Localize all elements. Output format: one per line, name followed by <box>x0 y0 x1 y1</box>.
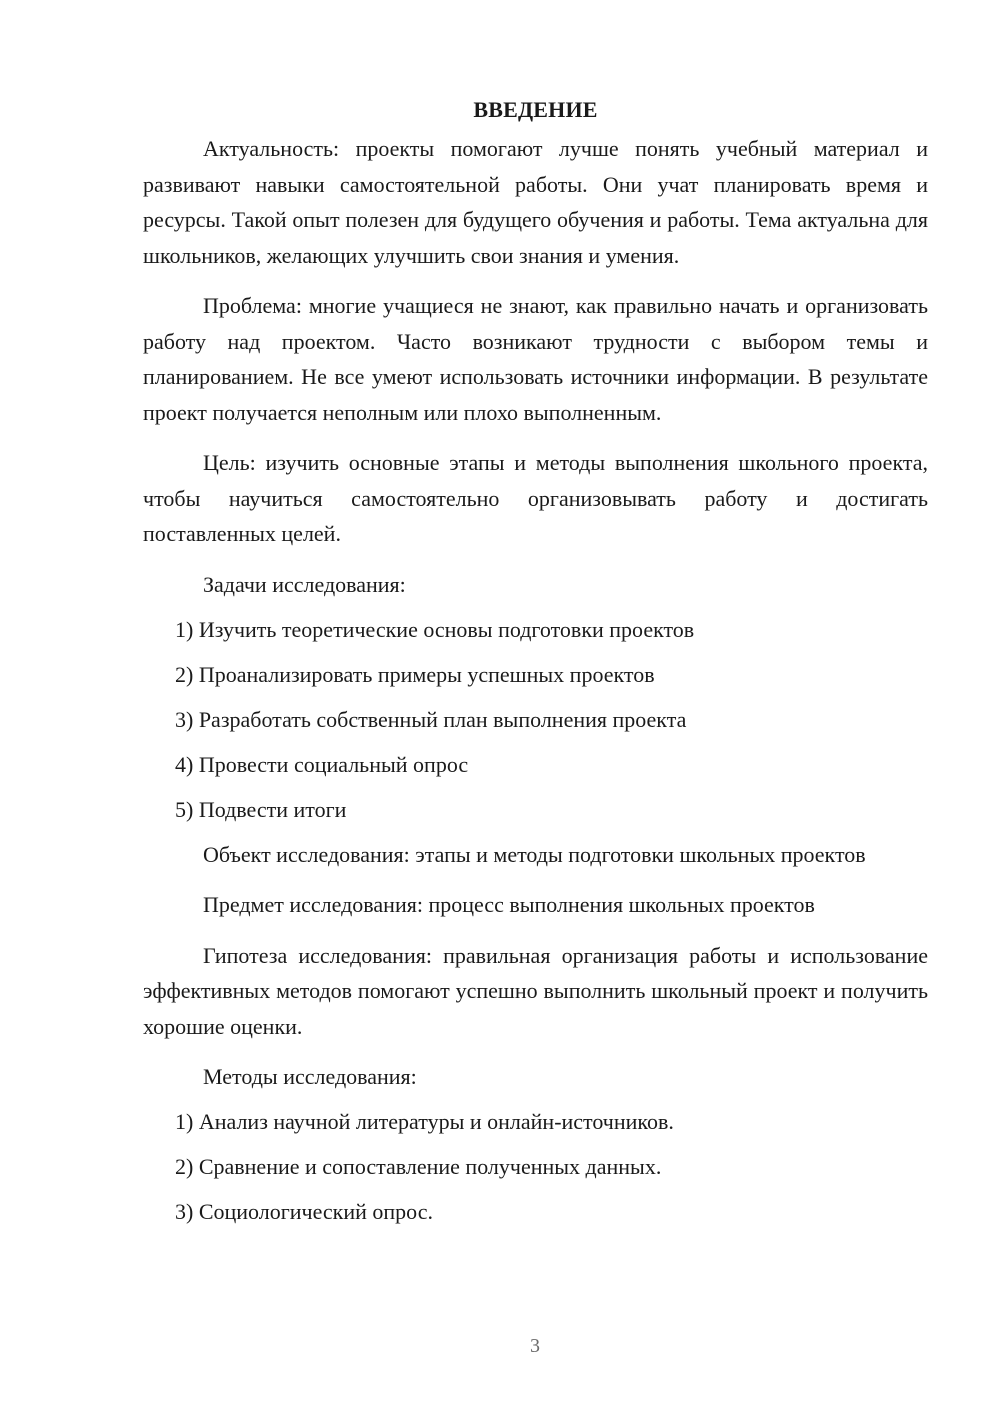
goal-paragraph: Цель: изучить основные этапы и методы выполнения школьного проекта, чтобы научиться самостоятельно организовывать работу и достигать поставленных целей. <box>143 450 928 546</box>
hypothesis-paragraph: Гипотеза исследования: правильная организация работы и использование эффективных методов помогают успешно выполнить школьный проект и получить хорошие оценки. <box>143 942 928 1039</box>
tasks-heading: Задачи исследования: <box>203 571 406 597</box>
subject-paragraph: Предмет исследования: процесс выполнения школьных проектов <box>203 892 815 917</box>
section-title: ВВЕДЕНИЕ <box>473 97 598 122</box>
page-number: 3 <box>530 1335 540 1357</box>
list-item: 2) Проанализировать примеры успешных проектов <box>175 661 655 687</box>
methods-heading: Методы исследования: <box>203 1064 417 1089</box>
methods-list <box>143 1104 928 1229</box>
list-item: 4) Провести социальный опрос <box>175 751 469 777</box>
list-item: 2) Сравнение и сопоставление полученных данных. <box>175 1154 662 1179</box>
list-item: 1) Анализ научной литературы и онлайн-источников. <box>175 1109 674 1134</box>
tasks-list <box>143 612 928 827</box>
page-content <box>143 92 928 1239</box>
object-paragraph: Объект исследования: этапы и методы подготовки школьных проектов <box>203 841 866 867</box>
list-item: 3) Социологический опрос. <box>175 1199 433 1224</box>
list-item: 5) Подвести итоги <box>175 796 347 822</box>
relevance-paragraph: Актуальность: проекты помогают лучше понять учебный материал и развивают навыки самостоятельной работы. Они учат планировать время и ресурсы. Такой опыт полезен для будущего обучения и работы. Тема актуальна для школьников, желающих улучшить свои знания и умения. <box>143 136 928 268</box>
problem-paragraph: Проблема: многие учащиеся не знают, как правильно начать и организовать работу над проектом. Часто возникают трудности с выбором темы и планированием. Не все умеют использовать источники информации. В результате проект получается неполным или плохо выполненным. <box>143 293 928 425</box>
list-item: 1) Изучить теоретические основы подготовки проектов <box>175 616 695 642</box>
list-item: 3) Разработать собственный план выполнения проекта <box>175 706 687 732</box>
